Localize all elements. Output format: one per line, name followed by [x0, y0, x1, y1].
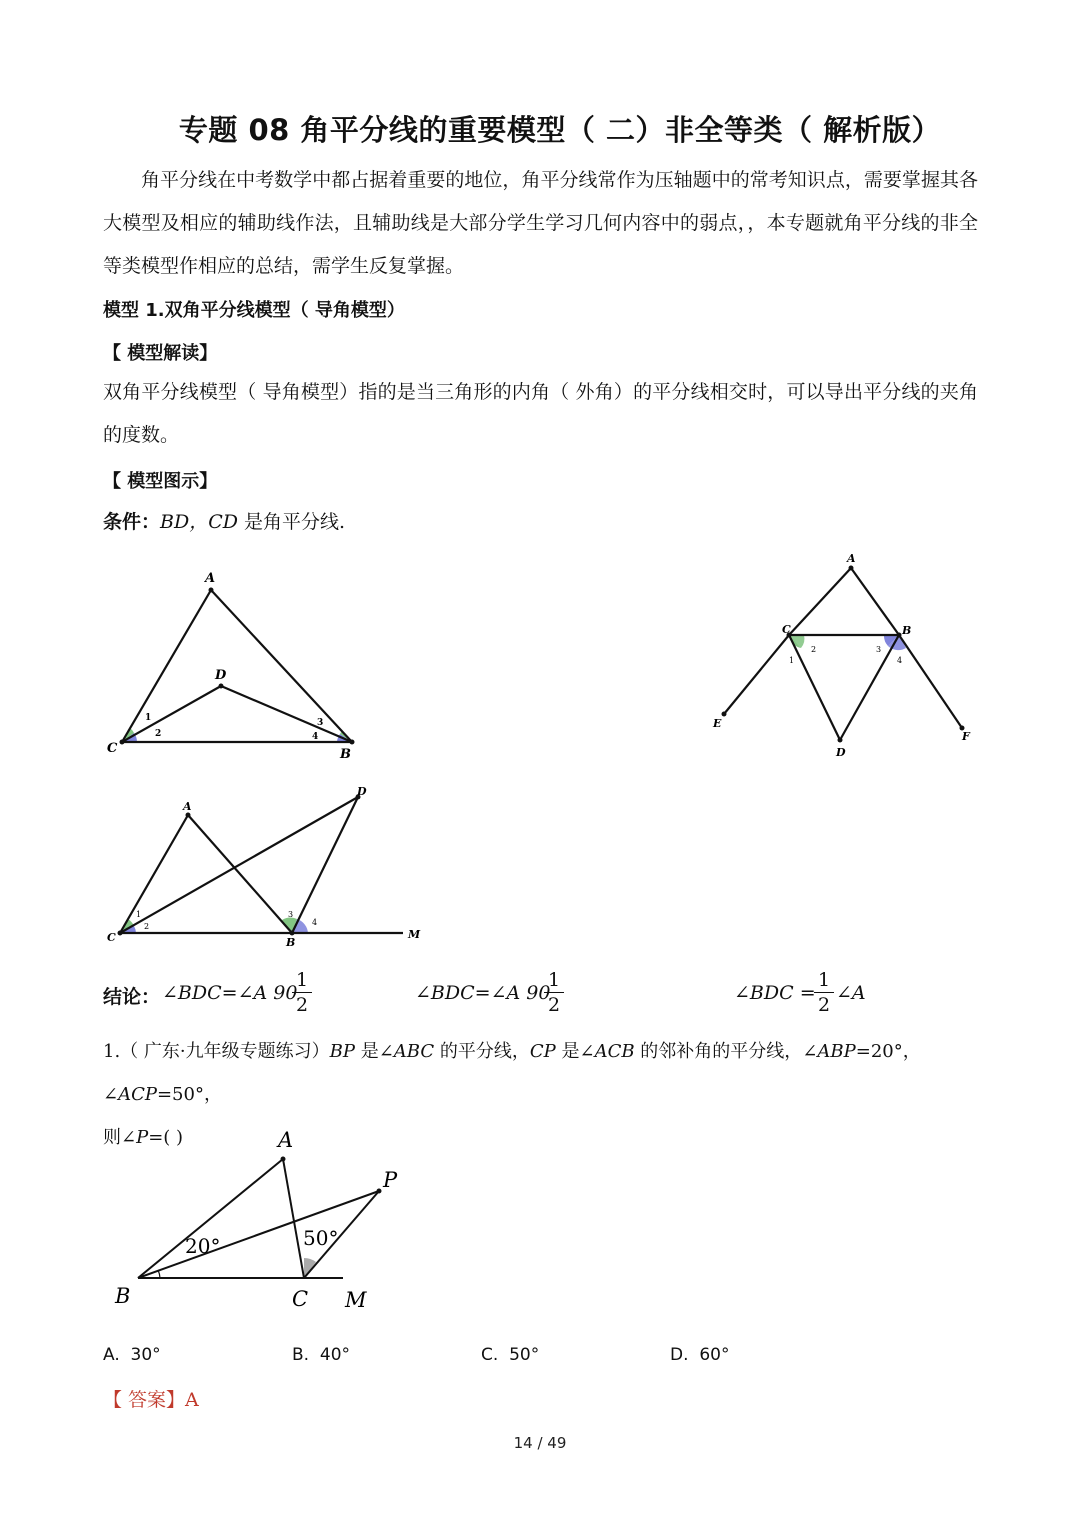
q1-angle-acp: 50° [303, 1226, 339, 1250]
fig3-angle-4: 4 [312, 918, 318, 927]
fig2-label-f: F [962, 730, 970, 743]
option-a: A. 30° [103, 1345, 161, 1365]
conclusion-formula-1: ∠BDC=∠A 90 [162, 982, 298, 1004]
option-d: D. 60° [670, 1345, 730, 1365]
fig2-label-d: D [836, 746, 846, 759]
q1-angle-abp: 20° [185, 1234, 221, 1258]
fig3-angle-3: 3 [288, 910, 294, 919]
fig1-angle-4: 4 [312, 732, 319, 742]
fig1-angle-2: 2 [155, 729, 162, 739]
fig3-label-d: D [357, 785, 367, 798]
fig2-angle-1: 1 [789, 656, 795, 665]
fig2-label-e: E [713, 717, 722, 730]
answer-line [103, 1385, 199, 1412]
model-interpretation-text: 双角平分线模型（ 导角模型）指的是当三角形的内角（ 外角）的平分线相交时，可以导出平分线的夹角的度数。 [103, 381, 978, 446]
q1-label-c: C [292, 1287, 309, 1311]
fig2-angle-2: 2 [811, 645, 817, 654]
page-title: 专题 08 角平分线的重要模型（ 二）非全等类（ 解析版） [178, 113, 942, 147]
option-c: C. 50° [481, 1345, 540, 1365]
condition-label: 条件： [103, 511, 161, 533]
fig2-angle-4: 4 [897, 656, 903, 665]
intro-paragraph: 角平分线在中考数学中都占据着重要的地位，角平分线常作为压轴题中的常考知识点，需要掌握其各大模型及相应的辅助线作法，且辅助线是大部分学生学习几何内容中的弱点，，本专题就角平分线的非全等类模型作相应的总结，需学生反复掌握。 [103, 169, 978, 277]
figure-external-bisectors [705, 548, 985, 763]
conclusion-fraction-1: $\frac{1}{2}$ [292, 968, 312, 1017]
model-interpretation-heading: 【 模型解读】 [103, 343, 218, 364]
conclusion-formula-2: ∠BDC=∠A 90 [415, 982, 551, 1004]
fig1-label-a: A [205, 571, 216, 586]
model-figure-heading: 【 模型图示】 [103, 471, 218, 492]
figure-internal-bisectors [100, 565, 370, 765]
fig1-label-b: B [340, 747, 351, 762]
model-1-heading: 模型 1.双角平分线模型（ 导角模型） [103, 300, 405, 321]
fig2-angle-3: 3 [876, 645, 882, 654]
fig2-label-a: A [847, 552, 856, 565]
condition-text: 是角平分线. [237, 511, 346, 533]
page-number: 14 / 49 [513, 1434, 567, 1452]
fig1-label-d: D [215, 668, 227, 683]
fig3-angle-1: 1 [136, 910, 142, 919]
figure-mixed-bisectors [100, 780, 430, 955]
fig3-angle-2: 2 [144, 922, 150, 931]
conclusion-formula-3-right: ∠A [836, 982, 866, 1004]
q1-label-b: B [115, 1284, 131, 1308]
condition-line [103, 507, 345, 534]
q1-label-m: M [345, 1288, 367, 1312]
conclusion-label: 结论： [103, 986, 161, 1008]
answer-label: 【 答案】 [103, 1389, 186, 1411]
answer-value: A [185, 1389, 199, 1411]
conclusion-fraction-2: $\frac{1}{2}$ [544, 968, 564, 1017]
condition-vars: BD，CD [160, 511, 238, 533]
fig2-label-b: B [902, 624, 912, 637]
question-1-text: 1.（ 广东·九年级专题练习）BP 是∠ABC 的平分线，CP 是∠ACB 的邻补角的平分线，∠ABP=20°，∠ACP=50°， 则∠P=( ) [103, 1041, 921, 1148]
fig3-label-c: C [107, 931, 116, 944]
fig2-label-c: C [782, 623, 791, 636]
fig3-label-b: B [286, 936, 296, 949]
option-b: B. 40° [292, 1345, 351, 1365]
fig3-label-a: A [183, 800, 192, 813]
q1-label-a: A [278, 1128, 294, 1152]
question-1-figure [105, 1125, 405, 1315]
fig1-label-c: C [107, 741, 118, 756]
fig1-angle-3: 3 [317, 718, 324, 728]
fig3-label-m: M [408, 928, 421, 941]
fig1-angle-1: 1 [145, 713, 152, 723]
conclusion-fraction-3: $\frac{1}{2}$ [814, 968, 834, 1017]
q1-label-p: P [383, 1168, 398, 1192]
conclusion-formula-3-left: ∠BDC = [734, 982, 816, 1004]
